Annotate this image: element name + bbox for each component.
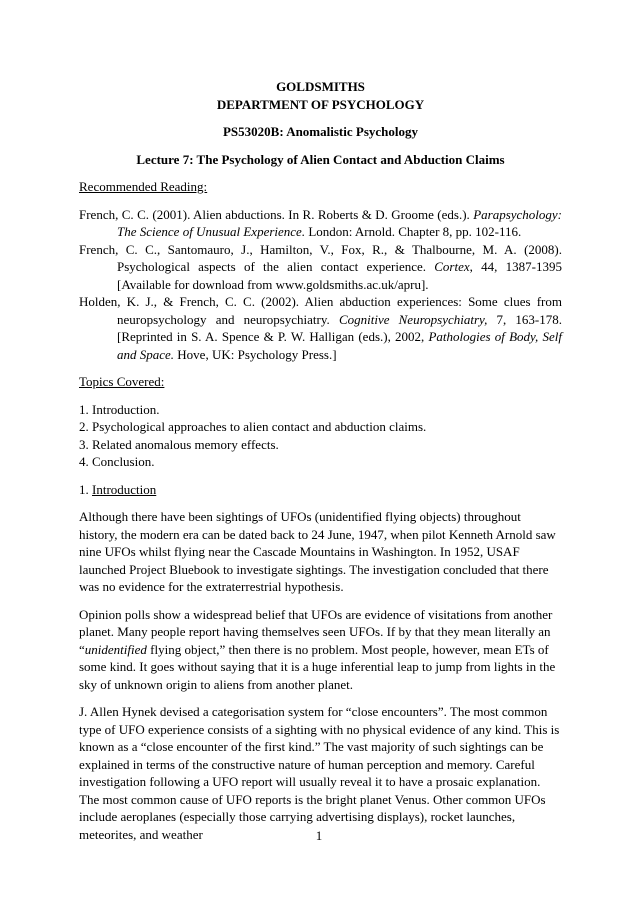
topics-heading: Topics Covered:	[79, 374, 165, 389]
section-heading: 1. Introduction	[79, 481, 157, 497]
reference-item: Holden, K. J., & French, C. C. (2002). Alien abduction experiences: Some clues from neuropsychology and neuropsychiatry. Cognitive Neuropsychiatry, 7, 163-178. [Reprinted in S. A. Spence & P. W. Halligan (eds.), 2002, Pathologies of Body, Self and Space. Hove, UK: Psychology Press.]	[79, 294, 562, 362]
reference-item: French, C. C., Santomauro, J., Hamilton, V., Fox, R., & Thalbourne, M. A. (2008). Psychological aspects of the alien contact experience. Cortex, 44, 1387-1395 [Available for download from www.goldsmiths.ac.uk/apru].	[79, 241, 562, 292]
topic-item: 2. Psychological approaches to alien contact and abduction claims.	[79, 419, 427, 434]
body-paragraph: Although there have been sightings of UFOs (unidentified flying objects) throughout history, the modern era can be dated back to 24 June, 1947, when pilot Kenneth Arnold saw nine UFOs whilst flying near the Cascade Mountains in Washington. In 1952, USAF launched Project Bluebook to investigate sightings. The investigation concluded that there was no evidence for the extraterrestrial hypothesis.	[79, 509, 556, 594]
department-heading: DEPARTMENT OF PSYCHOLOGY	[216, 96, 425, 112]
topic-item: 4. Conclusion.	[79, 454, 155, 469]
page-number: 1	[315, 828, 323, 843]
body-paragraph: J. Allen Hynek devised a categorisation system for “close encounters”. The most common type of UFO experience consists of a sighting with no physical evidence of any kind. This is known as a “close encounter of the first kind.” The vast majority of such sightings can be explained in terms of the constructive nature of human perception and memory. Careful investigation following a UFO report will usually reveal it to have a prosaic explanation. The most common cause of UFO reports is the bright planet Venus. Other common UFOs include aeroplanes (especially those carrying advertising displays), rocket launches, meteorites, and weather	[79, 704, 560, 842]
topic-item: 1. Introduction.	[79, 401, 160, 417]
institution-heading: GOLDSMITHS	[276, 79, 365, 94]
topic-item: 3. Related anomalous memory effects.	[79, 436, 279, 452]
reading-heading: Recommended Reading:	[79, 179, 208, 194]
course-heading: PS53020B: Anomalistic Psychology	[222, 124, 418, 139]
lecture-title: Lecture 7: The Psychology of Alien Contact and Abduction Claims	[136, 151, 505, 167]
body-paragraph: Opinion polls show a widespread belief that UFOs are evidence of visitations from another planet. Many people report having themselves seen UFOs. If by that they mean literally an “unidentified flying object,” then there is no problem. Most people, however, mean ETs of some kind. It goes without saying that it is a huge inferential leap to jump from lights in the sky of unknown origin to aliens from another planet.	[79, 606, 556, 692]
reference-item: French, C. C. (2001). Alien abductions. In R. Roberts & D. Groome (eds.). Parapsychology: The Science of Unusual Experience. London: Arnold. Chapter 8, pp. 102-116.	[79, 206, 562, 239]
page-content	[79, 78, 562, 843]
